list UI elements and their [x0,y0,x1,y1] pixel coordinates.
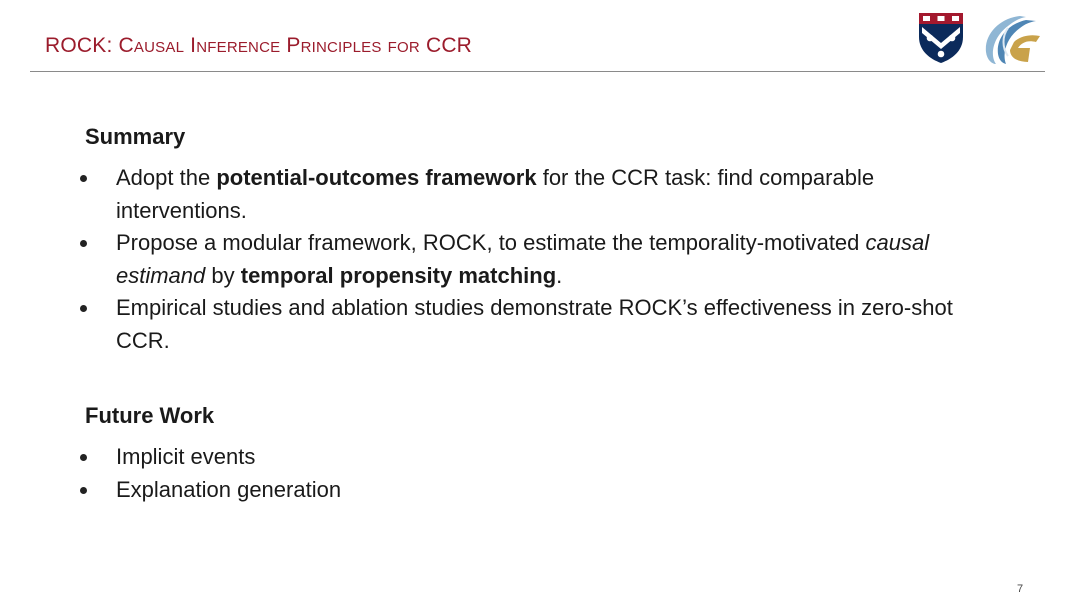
title-word-inference: NFERENCE [196,39,281,56]
future-work-heading: Future Work [85,403,215,428]
ccg-logo [974,12,1042,66]
title-word-principles: RINCIPLES [300,39,382,56]
title-word-inference-cap: I [190,34,197,57]
page-number: 7 [1017,583,1024,595]
summary-heading: Summary [85,124,186,149]
list-item: Empirical studies and ablation studies demonstrate ROCK’s effectiveness in zero-shot CCR. [0,292,976,357]
title-word-ccr: CCR [425,34,473,57]
list-item: Implicit events [0,441,976,474]
list-item: Explanation generation [0,474,976,507]
title-word-for: FOR [387,39,420,56]
bullet-icon [80,305,87,312]
bullet-icon [80,487,87,494]
summary-list [0,162,976,357]
penn-shield-logo [916,11,966,65]
bullet-icon [80,240,87,247]
list-item: Propose a modular framework, ROCK, to estimate the temporality-motivated causal estimand by temporal propensity matching. [0,227,976,292]
title-word-causal-cap: C [118,34,134,57]
title-divider [30,71,1045,72]
bullet-icon [80,454,87,461]
slide-title [45,34,472,58]
title-prefix: ROCK: [45,34,119,57]
list-item: Adopt the potential-outcomes framework for the CCR task: find comparable interventions. [0,162,976,227]
bullet-icon [80,175,87,182]
title-word-principles-cap: P [286,34,301,57]
title-word-causal: AUSAL [133,39,185,56]
future-work-list [0,441,976,506]
